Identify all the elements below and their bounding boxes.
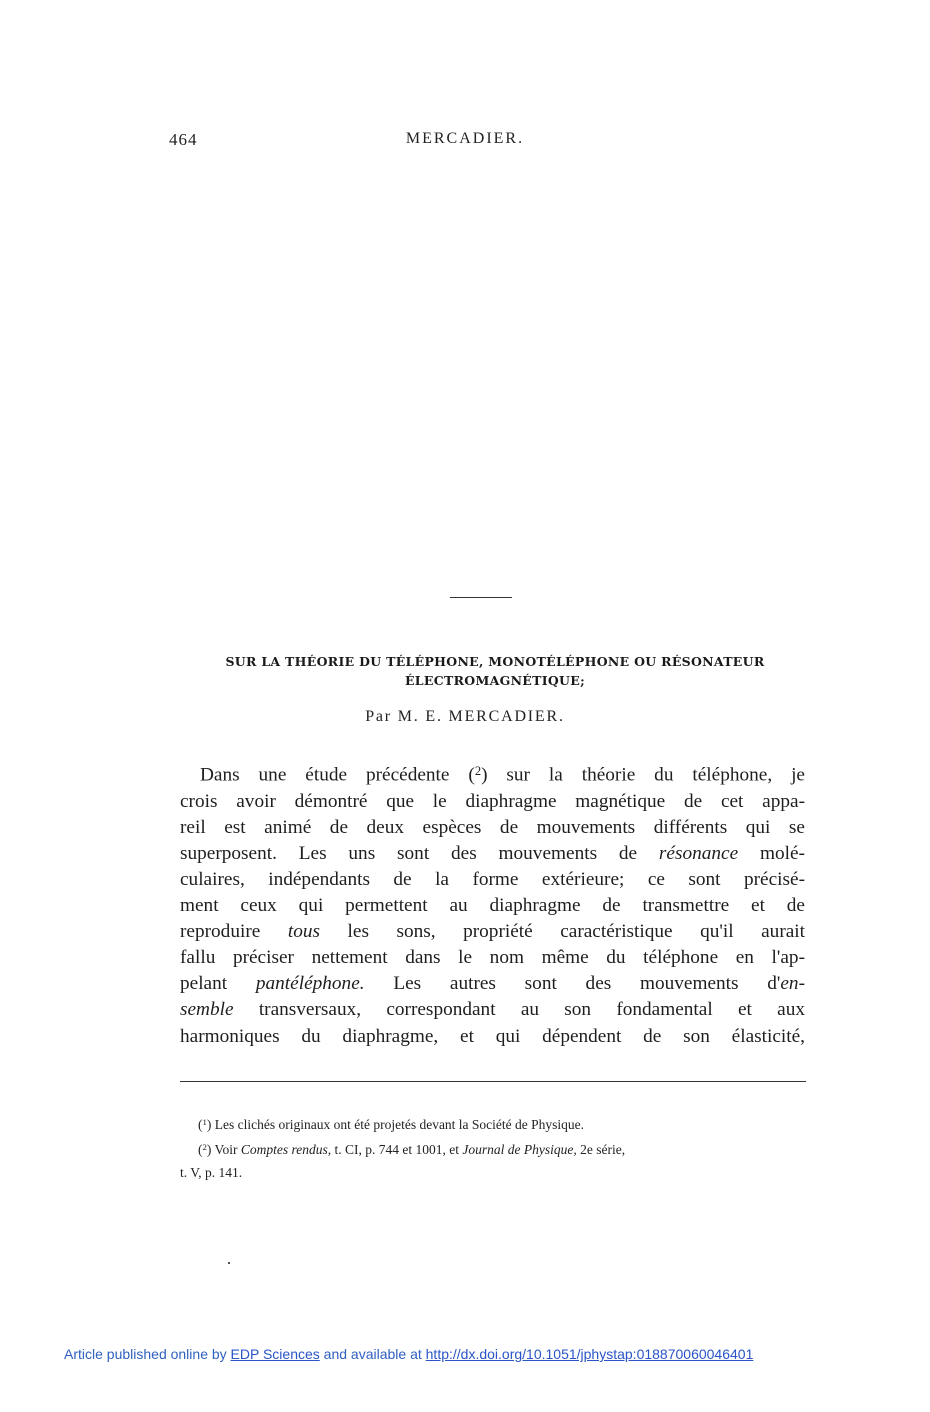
italic-term: en- [780,973,805,995]
footnote-divider [180,1081,806,1082]
body-text-run: ) sur la théorie du téléphone, je [481,764,805,786]
footnote-citation: Journal de Physique, [462,1141,577,1157]
footnote-citation: Comptes rendus, [240,1141,332,1157]
publication-footer [64,1346,753,1362]
body-text-run: reproduire [180,921,261,943]
italic-term: pantéléphone. [255,973,365,995]
footer-text: Article published online by [64,1346,227,1362]
body-line-11: harmoniques du diaphragme, et qui dépendent de son élasticité, [180,1025,805,1047]
byline [0,708,930,726]
footnote-text: Voir [214,1141,238,1157]
footer-text: and available at [323,1346,422,1362]
page-number: 464 [169,130,198,149]
scan-speck [228,1262,230,1264]
byline-author: M. E. MERCADIER. [397,708,565,725]
body-text-run: Dans une étude précédente ( [200,764,475,786]
footnote-2: ($^2$) Voir Comptes rendus, t. CI, p. 744 et 1001, et Journal de Physique, 2e série, [198,1141,626,1157]
body-line-10 [180,997,805,1023]
footnote-text: t. CI, p. 744 et 1001, et [334,1141,460,1157]
body-line-1 [180,758,805,789]
article-title [180,652,810,690]
section-divider [450,597,512,598]
body-text-run: les sons, propriété caractéristique qu'il aurait [347,921,806,943]
body-line-2: crois avoir démontré que le diaphragme magnétique de cet appa- [180,790,805,812]
footnote-ref: 2 [474,764,482,778]
footnote-1: ($^1$) Les clichés originaux ont été projetés devant la Société de Physique. [198,1116,585,1132]
italic-term: résonance [658,842,739,864]
body-paragraph [180,758,805,1050]
footnote-2-continuation: t. V, p. 141. [180,1164,243,1180]
edp-sciences-link[interactable]: EDP Sciences [230,1346,320,1362]
body-text-run: superposent. Les uns sont des mouvements de [180,842,638,864]
footnote-text: 2e série, [580,1141,626,1157]
article-title-line-1: SUR LA THÉORIE DU TÉLÉPHONE, MONOTÉLÉPHONE OU RÉSONATEUR [225,654,765,669]
body-text-run: pelant [180,973,228,995]
running-head: MERCADIER. [405,130,525,147]
body-line-4 [180,841,805,867]
footnote-text: Les clichés originaux ont été projetés devant la Société de Physique. [214,1116,585,1132]
italic-term: tous [287,921,320,943]
footnote-mark: 1 [202,1117,207,1127]
article-title-line-2: ÉLECTROMAGNÉTIQUE; [404,673,585,688]
body-line-9 [180,971,805,997]
body-text-run: Les autres sont des mouvements d' [393,973,781,995]
byline-par: Par [365,708,392,725]
body-text-run: transversaux, correspondant au son fondamental et aux [258,999,805,1021]
body-line-6: ment ceux qui permettent au diaphragme de transmettre et de [180,895,805,917]
body-line-8: fallu préciser nettement dans le nom même du téléphone en l'ap- [180,947,805,969]
footnotes [180,1111,808,1184]
body-text-run: molé- [760,842,805,864]
body-line-5: culaires, indépendants de la forme extérieure; ce sont précisé- [180,869,805,891]
body-line-3: reil est animé de deux espèces de mouvements différents qui se [180,816,805,838]
footnote-mark: 2 [202,1141,207,1152]
italic-term: semble [180,999,234,1021]
doi-link[interactable]: http://dx.doi.org/10.1051/jphystap:018870060046401 [425,1346,754,1362]
body-line-7 [180,919,805,945]
